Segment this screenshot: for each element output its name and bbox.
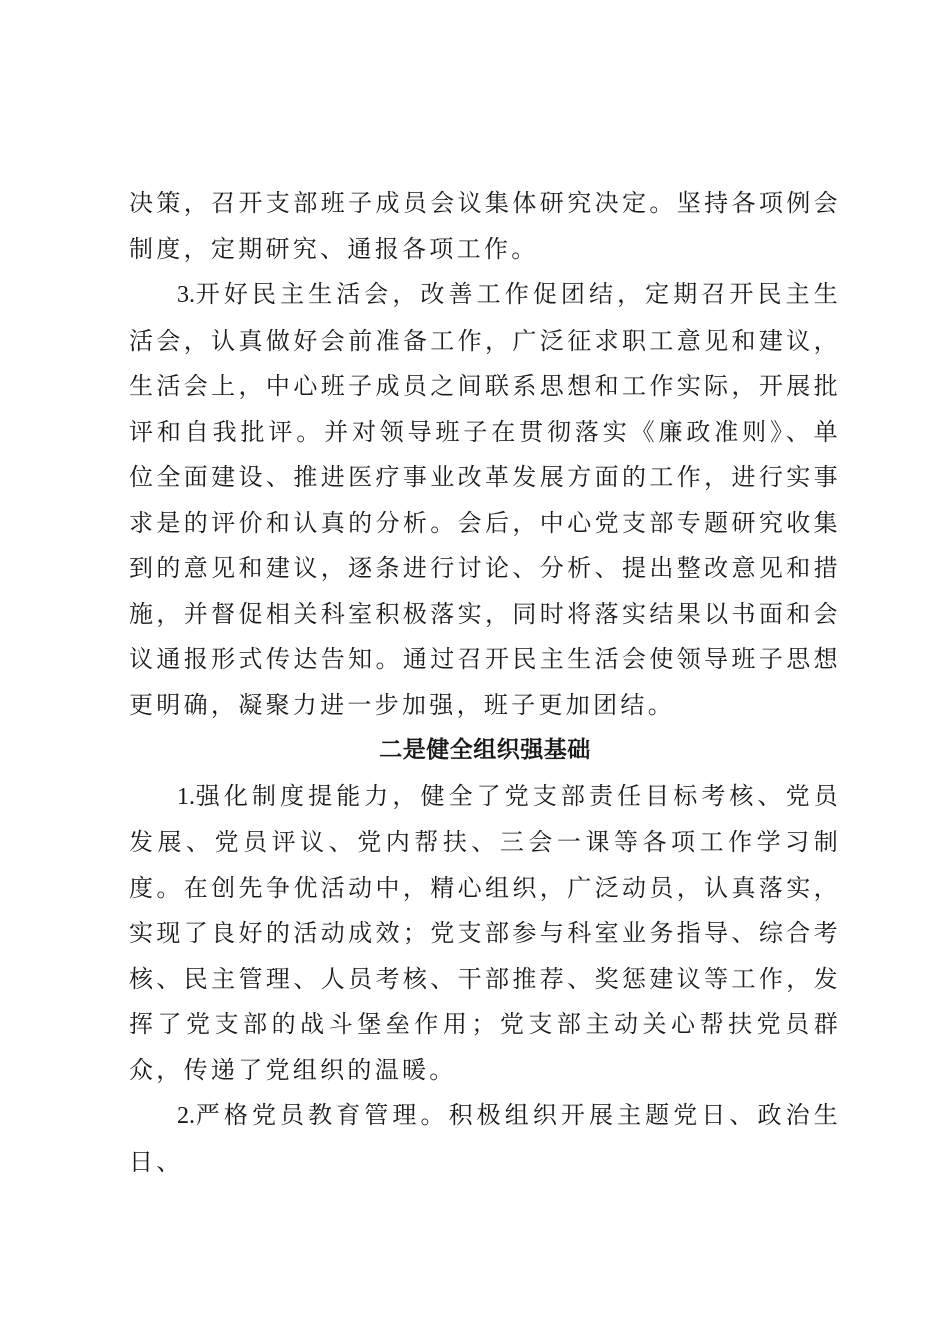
paragraph-item-1 <box>129 774 841 1094</box>
paragraph-continuation <box>129 181 841 272</box>
paragraph-item-2 <box>129 1093 841 1185</box>
item-number: 2. <box>177 1103 195 1129</box>
document-body <box>129 181 841 1185</box>
paragraph-text: 强化制度提能力，健全了党支部责任目标考核、党员发展、党员评议、党内帮扶、三会一课等各项工作学习制度。在创先争优活动中，精心组织，广泛动员，认真落实，实现了良好的活动成效；党支部参与科室业务指导、综合考核、民主管理、人员考核、干部推荐、奖惩建议等工作，发挥了党支部的战斗堡垒作用；党支部主动关心帮扶党员群众，传递了党组织的温暖。 <box>129 781 841 1084</box>
item-number: 1. <box>177 783 195 810</box>
paragraph-text: 严格党员教育管理。积极组织开展主题党日、政治生日、 <box>129 1101 841 1176</box>
paragraph-text: 决策，召开支部班子成员会议集体研究决定。坚持各项例会制度，定期研究、通报各项工作。 <box>129 189 841 263</box>
section-heading: 二是健全组织强基础 <box>379 737 591 763</box>
item-number: 3. <box>177 282 195 308</box>
paragraph-item-3 <box>129 272 841 728</box>
paragraph-text: 开好民主生活会，改善工作促团结，定期召开民主生活会，认真做好会前准备工作，广泛征求职工意见和建议，生活会上，中心班子成员之间联系思想和工作实际，开展批评和自我批评。并对领导班子在贯彻落实《廉政准则》、单位全面建设、推进医疗事业改革发展方面的工作，进行实事求是的评价和认真的分析。会后，中心党支部专题研究收集到的意见和建议，逐条进行讨论、分析、提出整改意见和措施，并督促相关科室积极落实，同时将落实结果以书面和会议通报形式传达告知。通过召开民主生活会使领导班子思想更明确，凝聚力进一步加强，班子更加团结。 <box>129 280 841 719</box>
